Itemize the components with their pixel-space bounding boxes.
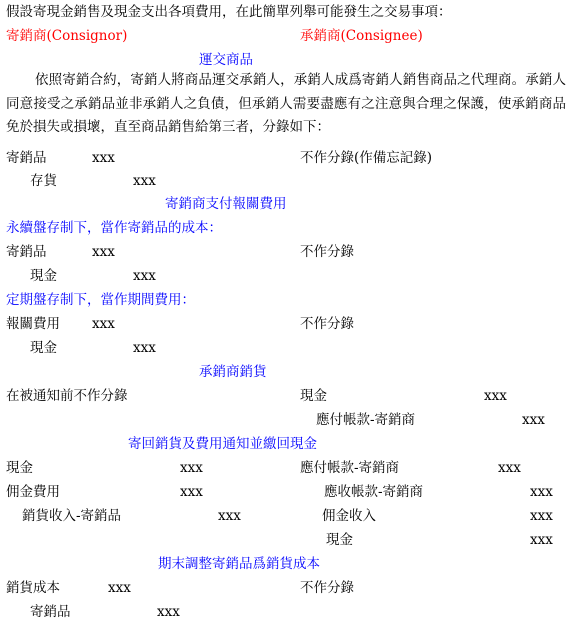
- report-consignee-debit-payable: 應付帳款-寄銷商: [300, 460, 400, 476]
- ship-entry-consignee-note: 不作分錄(作備忘記錄): [300, 150, 433, 166]
- ship-entry-credit: 存貨: [30, 173, 57, 189]
- periodic-entry-debit: 報關費用: [6, 316, 60, 332]
- report-consignee-credit-cash-amount: xxx: [530, 532, 553, 548]
- sale-consignor-note: 在被通知前不作分錄: [6, 388, 128, 404]
- adjust-entry-credit-amount: xxx: [157, 604, 180, 620]
- adjust-entry-credit: 寄銷品: [30, 604, 71, 620]
- report-consignee-credit-receivable-amount: xxx: [530, 484, 553, 500]
- report-consignor-credit-sales: 銷貨收入-寄銷品: [22, 508, 122, 524]
- periodic-entry-credit: 現金: [30, 340, 57, 356]
- report-consignor-debit-commission-amount: xxx: [180, 484, 203, 500]
- sale-entry-credit-amount: xxx: [522, 412, 545, 428]
- report-consignee-credit-commission-amount: xxx: [530, 508, 553, 524]
- perpetual-entry-debit-amount: xxx: [92, 244, 115, 260]
- heading-year-end-adjust: 期末調整寄銷品爲銷貨成本: [158, 556, 320, 572]
- sale-entry-debit: 現金: [300, 388, 327, 404]
- report-consignor-debit-cash-amount: xxx: [180, 460, 203, 476]
- periodic-entry-consignee-note: 不作分錄: [300, 316, 354, 332]
- ship-entry-debit: 寄銷品: [6, 150, 47, 166]
- intro-text: 假設寄現金銷售及現金支出各項費用，在此簡單列舉可能發生之交易事項：: [6, 4, 452, 20]
- heading-ship-goods: 運交商品: [199, 52, 253, 68]
- report-consignor-credit-sales-amount: xxx: [218, 508, 241, 524]
- consignee-label: 承銷商(Consignee): [300, 28, 423, 44]
- heading-periodic: 定期盤存制下，當作期間費用：: [6, 292, 195, 308]
- periodic-entry-debit-amount: xxx: [92, 316, 115, 332]
- ship-goods-paragraph: 依照寄銷合約，寄銷人將商品運交承銷人，承銷人成爲寄銷人銷售商品之代理商。承銷人同意接受之承銷品並非承銷人之負債，但承銷人需要盡應有之注意與合理之保護，使承銷商品免於損失或損壞，直至商品銷售給第三者，分錄如下：: [6, 72, 566, 135]
- adjust-entry-consignee-note: 不作分錄: [300, 580, 354, 596]
- report-consignee-credit-receivable: 應收帳款-寄銷商: [324, 484, 424, 500]
- heading-consignee-sale: 承銷商銷貨: [199, 364, 267, 380]
- sale-entry-credit: 應付帳款-寄銷商: [316, 412, 416, 428]
- heading-report-remit: 寄回銷貨及費用通知並繳回現金: [128, 436, 317, 452]
- heading-freight: 寄銷商支付報關費用: [165, 196, 287, 212]
- sale-entry-debit-amount: xxx: [484, 388, 507, 404]
- heading-perpetual: 永續盤存制下，當作寄銷品的成本：: [6, 220, 222, 236]
- report-consignee-debit-payable-amount: xxx: [498, 460, 521, 476]
- ship-entry-debit-amount: xxx: [92, 150, 115, 166]
- report-consignor-debit-cash: 現金: [6, 460, 33, 476]
- report-consignee-credit-commission: 佣金收入: [322, 508, 376, 524]
- report-consignee-credit-cash: 現金: [326, 532, 353, 548]
- perpetual-entry-debit: 寄銷品: [6, 244, 47, 260]
- report-consignor-debit-commission: 佣金費用: [6, 484, 60, 500]
- adjust-entry-debit-amount: xxx: [108, 580, 131, 596]
- consignor-label: 寄銷商(Consignor): [6, 28, 128, 44]
- perpetual-entry-credit-amount: xxx: [133, 268, 156, 284]
- perpetual-entry-consignee-note: 不作分錄: [300, 244, 354, 260]
- periodic-entry-credit-amount: xxx: [133, 340, 156, 356]
- ship-entry-credit-amount: xxx: [133, 173, 156, 189]
- adjust-entry-debit: 銷貨成本: [6, 580, 60, 596]
- perpetual-entry-credit: 現金: [30, 268, 57, 284]
